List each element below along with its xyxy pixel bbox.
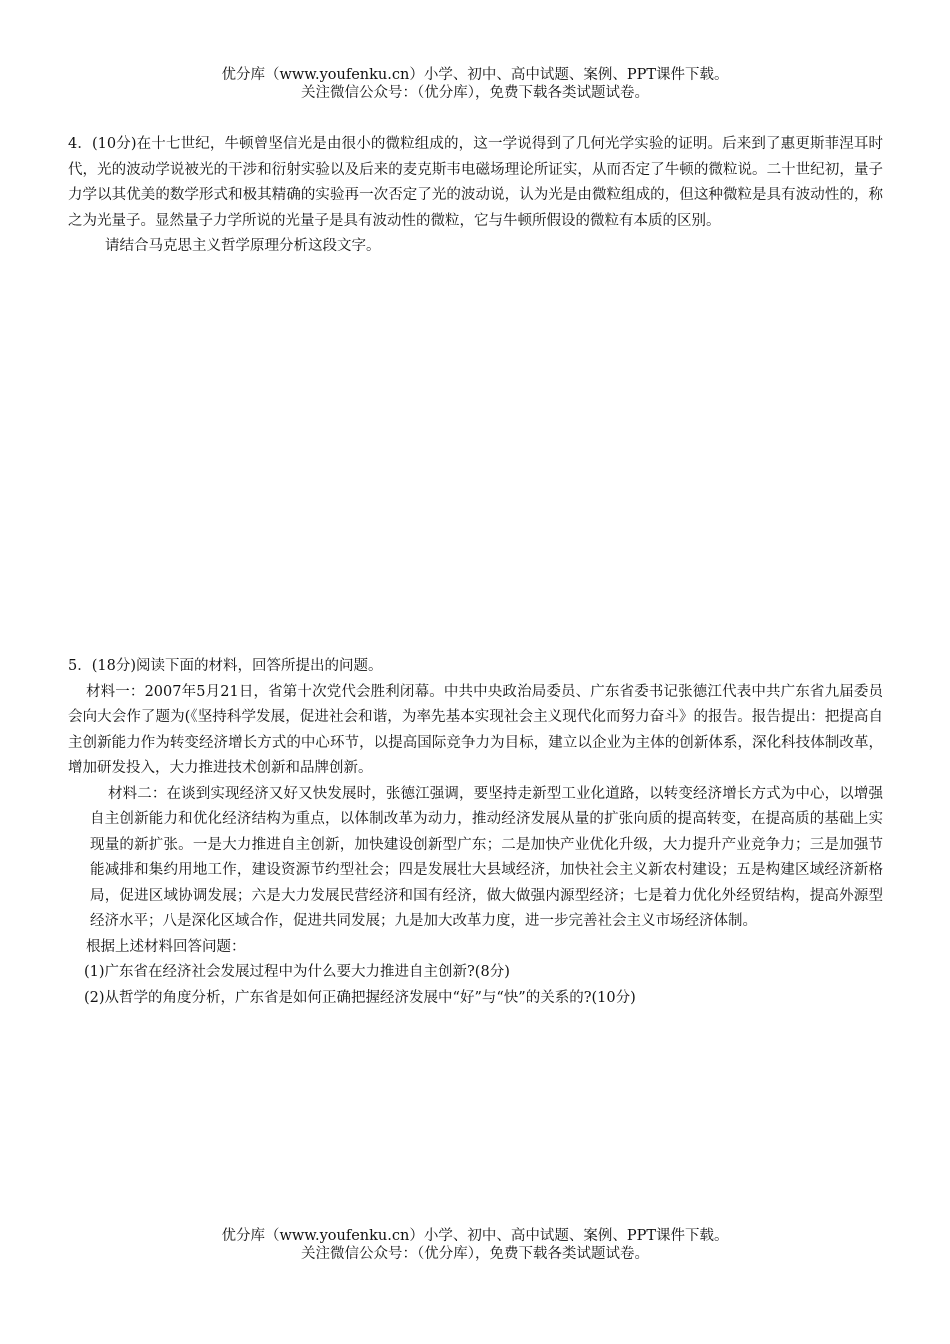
question-4-body: 4．(10分)在十七世纪，牛顿曾坚信光是由很小的微粒组成的，这一学说得到了几何光学实验的证明。后来到了惠更斯菲涅耳时代，光的波动学说被光的干涉和衍射实验以及后来的麦克斯韦电磁场理论所证实，从而否定了牛顿的微粒说。二十世纪初，量子力学以其优美的数学形式和极其精确的实验再一次否定了光的波动说，认为光是由微粒组成的，但这种微粒是具有波动性的，称之为光量子。显然量子力学所说的光量子是具有波动性的微粒，它与牛顿所假设的微粒有本质的区别。 xyxy=(68,136,883,229)
sub-question-2: (2)从哲学的角度分析，广东省是如何正确把握经济发展中“好”与“快”的关系的?(10分) xyxy=(84,989,636,1006)
footer-line-1: 优分库（www.youfenku.cn）小学、初中、高中试题、案例、PPT课件下载。 xyxy=(221,1228,729,1244)
page-header xyxy=(0,66,950,102)
question-4-prompt: 请结合马克思主义哲学原理分析这段文字。 xyxy=(105,238,381,254)
header-line-1: 优分库（www.youfenku.cn）小学、初中、高中试题、案例、PPT课件下载。 xyxy=(221,67,729,83)
material-2: 材料二：在谈到实现经济又好又快发展时，张德江强调，要坚持走新型工业化道路，以转变经济增长方式为中心，以增强自主创新能力和优化经济结构为重点，以体制改革为动力，推动经济发展从量的扩张向质的提高转变，在提高质的基础上实现量的新扩张。一是大力推进自主创新，加快建设创新型广东；二是加快产业优化升级，大力提升产业竞争力；三是加强节能减排和集约用地工作，建设资源节约型社会；四是发展壮大县域经济，加快社会主义新农村建设；五是构建区域经济新格局，促进区域协调发展；六是大力发展民营经济和国有经济，做大做强内源型经济；七是着力优化外经贸结构，提高外源型经济水平；八是深化区域合作，促进共同发展；九是加大改革力度，进一步完善社会主义市场经济体制。 xyxy=(90,785,883,929)
question-5-intro: 5．(18分)阅读下面的材料，回答所提出的问题。 xyxy=(68,658,383,674)
header-line-2: 关注微信公众号：（优分库），免费下载各类试题试卷。 xyxy=(301,85,649,101)
question-5 xyxy=(68,654,883,1011)
sub-question-1: (1)广东省在经济社会发展过程中为什么要大力推进自主创新?(8分) xyxy=(84,964,510,980)
footer-line-2: 关注微信公众号：（优分库），免费下载各类试题试卷。 xyxy=(301,1246,649,1262)
question-5-instruction: 根据上述材料回答问题： xyxy=(86,938,246,955)
question-4 xyxy=(68,132,883,260)
page-footer xyxy=(0,1227,950,1263)
material-1: 材料一：2007年5月21日，省第十次党代会胜利闭幕。中共中央政治局委员、广东省委书记张德江代表中共广东省九届委员会向大会作了题为(《坚持科学发展，促进社会和谐，为率先基本实现社会主义现代化而努力奋斗》的报告。报告提出：把提高自主创新能力作为转变经济增长方式的中心环节，以提高国际竞争力为目标，建立以企业为主体的创新体系，深化科技体制改革，增加研发投入，大力推进技术创新和品牌创新。 xyxy=(68,683,883,776)
